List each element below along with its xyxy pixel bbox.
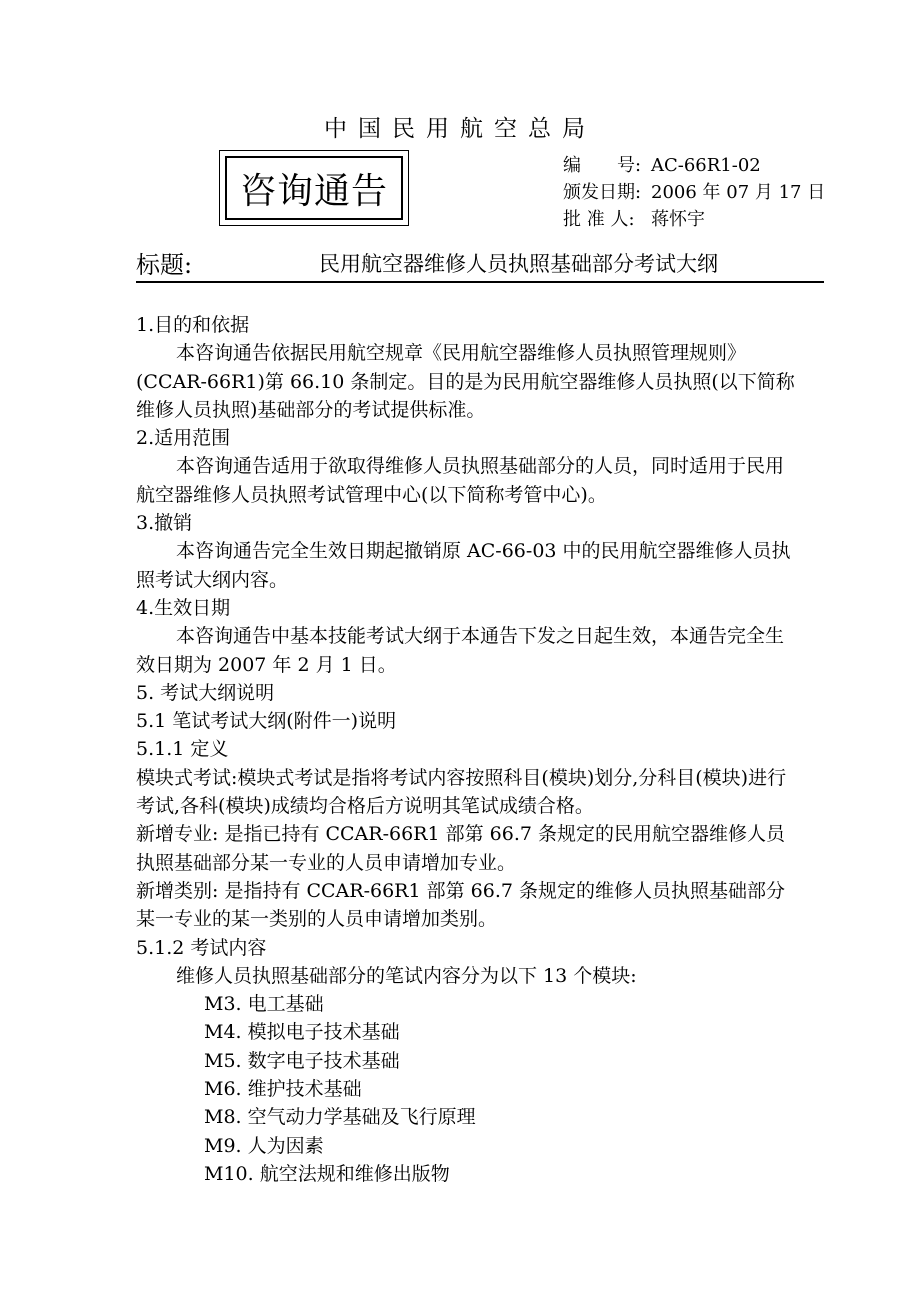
definition-paragraph: 新增类别: 是指持有 CCAR-66R1 部第 66.7 条规定的维修人员执照基础部分某一专业的某一类别的人员申请增加类别。 [136, 879, 785, 931]
module-item: M8. 空气动力学基础及飞行原理 [204, 1106, 476, 1129]
module-item: M4. 模拟电子技术基础 [204, 1021, 400, 1044]
module-item: M9. 人为因素 [204, 1134, 324, 1157]
paragraph: 本咨询通告中基本技能考试大纲于本通告下发之日起生效，本通告完全生效日期为 2007 年 2 月 1 日。 [136, 625, 785, 676]
doc-type-box [219, 150, 409, 226]
module-item: M5. 数字电子技术基础 [204, 1049, 400, 1072]
doc-meta [563, 152, 825, 233]
module-item: M10. 航空法规和维修出版物 [204, 1162, 450, 1185]
definition-paragraph: 模块式考试:模块式考试是指将考试内容按照科目(模块)划分,分科目(模块)进行考试,各科(模块)成绩均合格后方说明其笔试成绩合格。 [136, 766, 787, 818]
section-heading: 5.1.2 考试内容 [136, 936, 267, 959]
agency-name: 中国民用航空总局 [324, 116, 596, 142]
meta-value: 2006 年 07 月 17 日 [651, 182, 826, 203]
paragraph: 本咨询通告适用于欲取得维修人员执照基础部分的人员，同时适用于民用航空器维修人员执照考试管理中心(以下简称考管中心)。 [136, 455, 785, 506]
section-heading: 4.生效日期 [136, 596, 231, 619]
meta-row-date [563, 179, 825, 206]
meta-label: 批 准 人: [563, 209, 635, 230]
meta-row-approver [563, 206, 825, 233]
paragraph: 本咨询通告依据民用航空规章《民用航空器维修人员执照管理规则》(CCAR-66R1)第 66.10 条制定。目的是为民用航空器维修人员执照(以下简称维修人员执照)基础部分的考试提供标准。 [136, 342, 795, 421]
meta-label: 颁发日期: [563, 182, 642, 203]
module-item: M6. 维护技术基础 [204, 1078, 362, 1101]
module-item: M3. 电工基础 [204, 993, 324, 1016]
section-heading: 5. 考试大纲说明 [136, 681, 275, 704]
section-heading: 5.1.1 定义 [136, 738, 229, 761]
definition-paragraph: 新增专业: 是指已持有 CCAR-66R1 部第 66.7 条规定的民用航空器维修人员执照基础部分某一专业的人员申请增加专业。 [136, 823, 785, 874]
meta-label: 编 号: [563, 155, 642, 176]
section-heading: 1.目的和依据 [136, 314, 250, 336]
section-heading: 5.1 笔试考试大纲(附件一)说明 [136, 710, 397, 733]
doc-type-label: 咨询通告 [225, 156, 403, 220]
meta-value: 蒋怀宇 [651, 209, 705, 230]
section-heading: 2.适用范围 [136, 427, 231, 450]
document-body [136, 311, 796, 1188]
section-heading: 3.撤销 [136, 512, 193, 535]
meta-row-number [563, 152, 825, 179]
paragraph: 维修人员执照基础部分的笔试内容分为以下 13 个模块: [176, 964, 637, 987]
title-label: 标题: [136, 251, 193, 279]
paragraph: 本咨询通告完全生效日期起撤销原 AC-66-03 中的民用航空器维修人员执照考试大纲内容。 [136, 540, 791, 591]
meta-value: AC-66R1-02 [651, 155, 761, 176]
title-bar [136, 245, 824, 283]
document-title: 民用航空器维修人员执照基础部分考试大纲 [319, 252, 718, 276]
